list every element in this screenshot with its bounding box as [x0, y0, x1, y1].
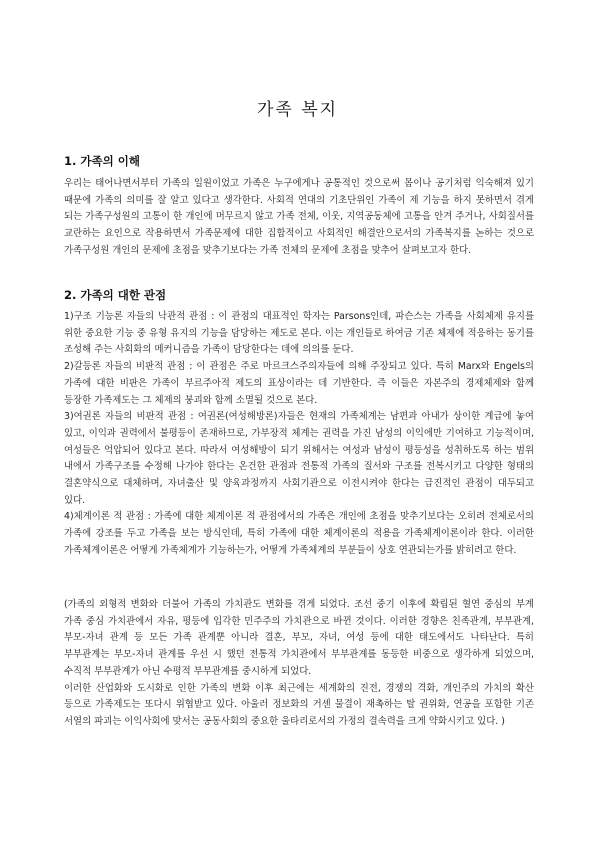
- note-block: [64, 597, 534, 731]
- paragraph: 우리는 태어나면서부터 가족의 일원이었고 가족은 누구에게나 공통적인 것으로써 몸이나 공기처럼 익숙해져 있기 때문에 가족의 의미를 잘 알고 있다고 생각한다. 사회적 연대의 기초단위인 가족이 제 기능을 하지 못하면서 겪게 되는 가족구성원의 고통이 한 개인에 머무르지 않고 가족 전체, 이웃, 지역공동체에 고통을 안겨 주거나, 사회질서를 교란하는 요인으로 작용하면서 가족문제에 대한 집합적이고 사회적인 해결안으로서의 가족복지를 논하는 것으로 가족구성원 개인의 문제에 초점을 맞추기보다는 가족 전체의 문제에 초점을 맞추어 살펴보고자 한다.: [64, 178, 534, 256]
- perspective-item-conflict-theory: 2)갈등론 자들의 비판적 관점 : 이 관점은 주로 마르크스주의자들에 의해 주장되고 있다. 특히 Marx와 Engels의 가족에 대한 비판은 가족이 부르주아적 제도의 표상이라는 데 기반한다. 즉 이들은 자본주의 경제체제와 함께 등장한 가족제도는 그 체제의 붕괴와 함께 소멸될 것으로 본다.: [64, 361, 534, 406]
- perspective-item-structural-functionalism: 1)구조 기능론 자들의 낙관적 관점 : 이 관점의 대표적인 학자는 Parsons인데, 파슨스는 가족을 사회체제 유지를 위한 중요한 기능 중 유형 유지의 기능을 담당하는 제도로 본다. 이는 개인들로 하여금 기존 체제에 적응하는 동기를 조성해 주는 사회화의 메커니즘을 가족이 담당한다는 데에 의의를 둔다.: [64, 311, 534, 356]
- document-title: 가족 복지: [256, 100, 339, 120]
- section-heading-family-understanding: 1. 가족의 이해: [64, 154, 140, 168]
- perspective-item-systems-theory: 4)체계이론 적 관점 : 가족에 대한 체계이론 적 관점에서의 가족은 개인에 초점을 맞추기보다는 오히려 전체로서의 가족에 강조를 두고 가족을 보는 방식인데, 특히 가족에 대한 체계이론의 적용을 가족체계이론이라 한다. 이러한 가족체계이론은 어떻게 가족체계가 기능하는가, 어떻게 가족체계의 부분들이 상호 연관되는가를 밝히려고 한다.: [64, 511, 534, 556]
- section-body-family-understanding: [64, 176, 534, 260]
- section-body-family-perspectives: [64, 309, 534, 560]
- note-paragraph-recent-threats: 이러한 산업화와 도시화로 인한 가족의 변화 이후 최근에는 세계화의 진전, 경쟁의 격화, 개인주의 가치의 확산 등으로 가족제도는 또다시 위협받고 있다. 아울러 정보화의 거센 물결이 재촉하는 탈 권위화, 연공을 포함한 기존 서열의 파괴는 이익사회에 맞서는 공동사회의 중요한 울타리로서의 가정의 결속력을 크게 약화시키고 있다. ): [64, 682, 534, 727]
- section-heading-family-perspectives: 2. 가족의 대한 관점: [64, 288, 167, 302]
- note-paragraph-values-change: (가족의 외형적 변화와 더불어 가족의 가치관도 변화를 겪게 되었다. 조선 중기 이후에 확립된 혈연 중심의 부계 가족 중심 가치관에서 자유, 평등에 입각한 민주주의 가치관으로 바뀐 것이다. 이러한 경향은 친족관계, 부부관계, 부모-자녀 관계 등 모든 가족 관계뿐 아니라 결혼, 부모, 자녀, 여성 등에 대한 태도에서도 나타난다. 특히 부부관계는 부모-자녀 관계를 우선 시 했던 전통적 가치관에서 부부관계를 동등한 비중으로 생각하게 되었으며, 수직적 부부관계가 아닌 수평적 부부관계를 중시하게 되었다.: [64, 599, 534, 677]
- perspective-item-feminist-theory: 3)여권론 자들의 비판적 관점 : 여권론(여성해방론)자들은 현재의 가족체계는 남편과 아내가 상이한 계급에 놓여 있고, 이익과 권력에서 불평등이 존재하므로, 가부장적 체계는 권력을 가진 남성의 이익에만 기여하고 기능적이며, 여성들은 억압되어 있다고 본다. 따라서 여성해방이 되기 위해서는 여성과 남성이 평등성을 성취하도록 하는 범위 내에서 가족구조를 수정해 나가야 한다는 온건한 관점과 전통적 가족의 질서와 구조를 전복시키고 다양한 형태의 결혼약식으로 대체하며, 자녀출산 및 양육과정까지 사회기관으로 이전시켜야 한다는 급진적인 관점이 대두되고 있다.: [64, 411, 534, 506]
